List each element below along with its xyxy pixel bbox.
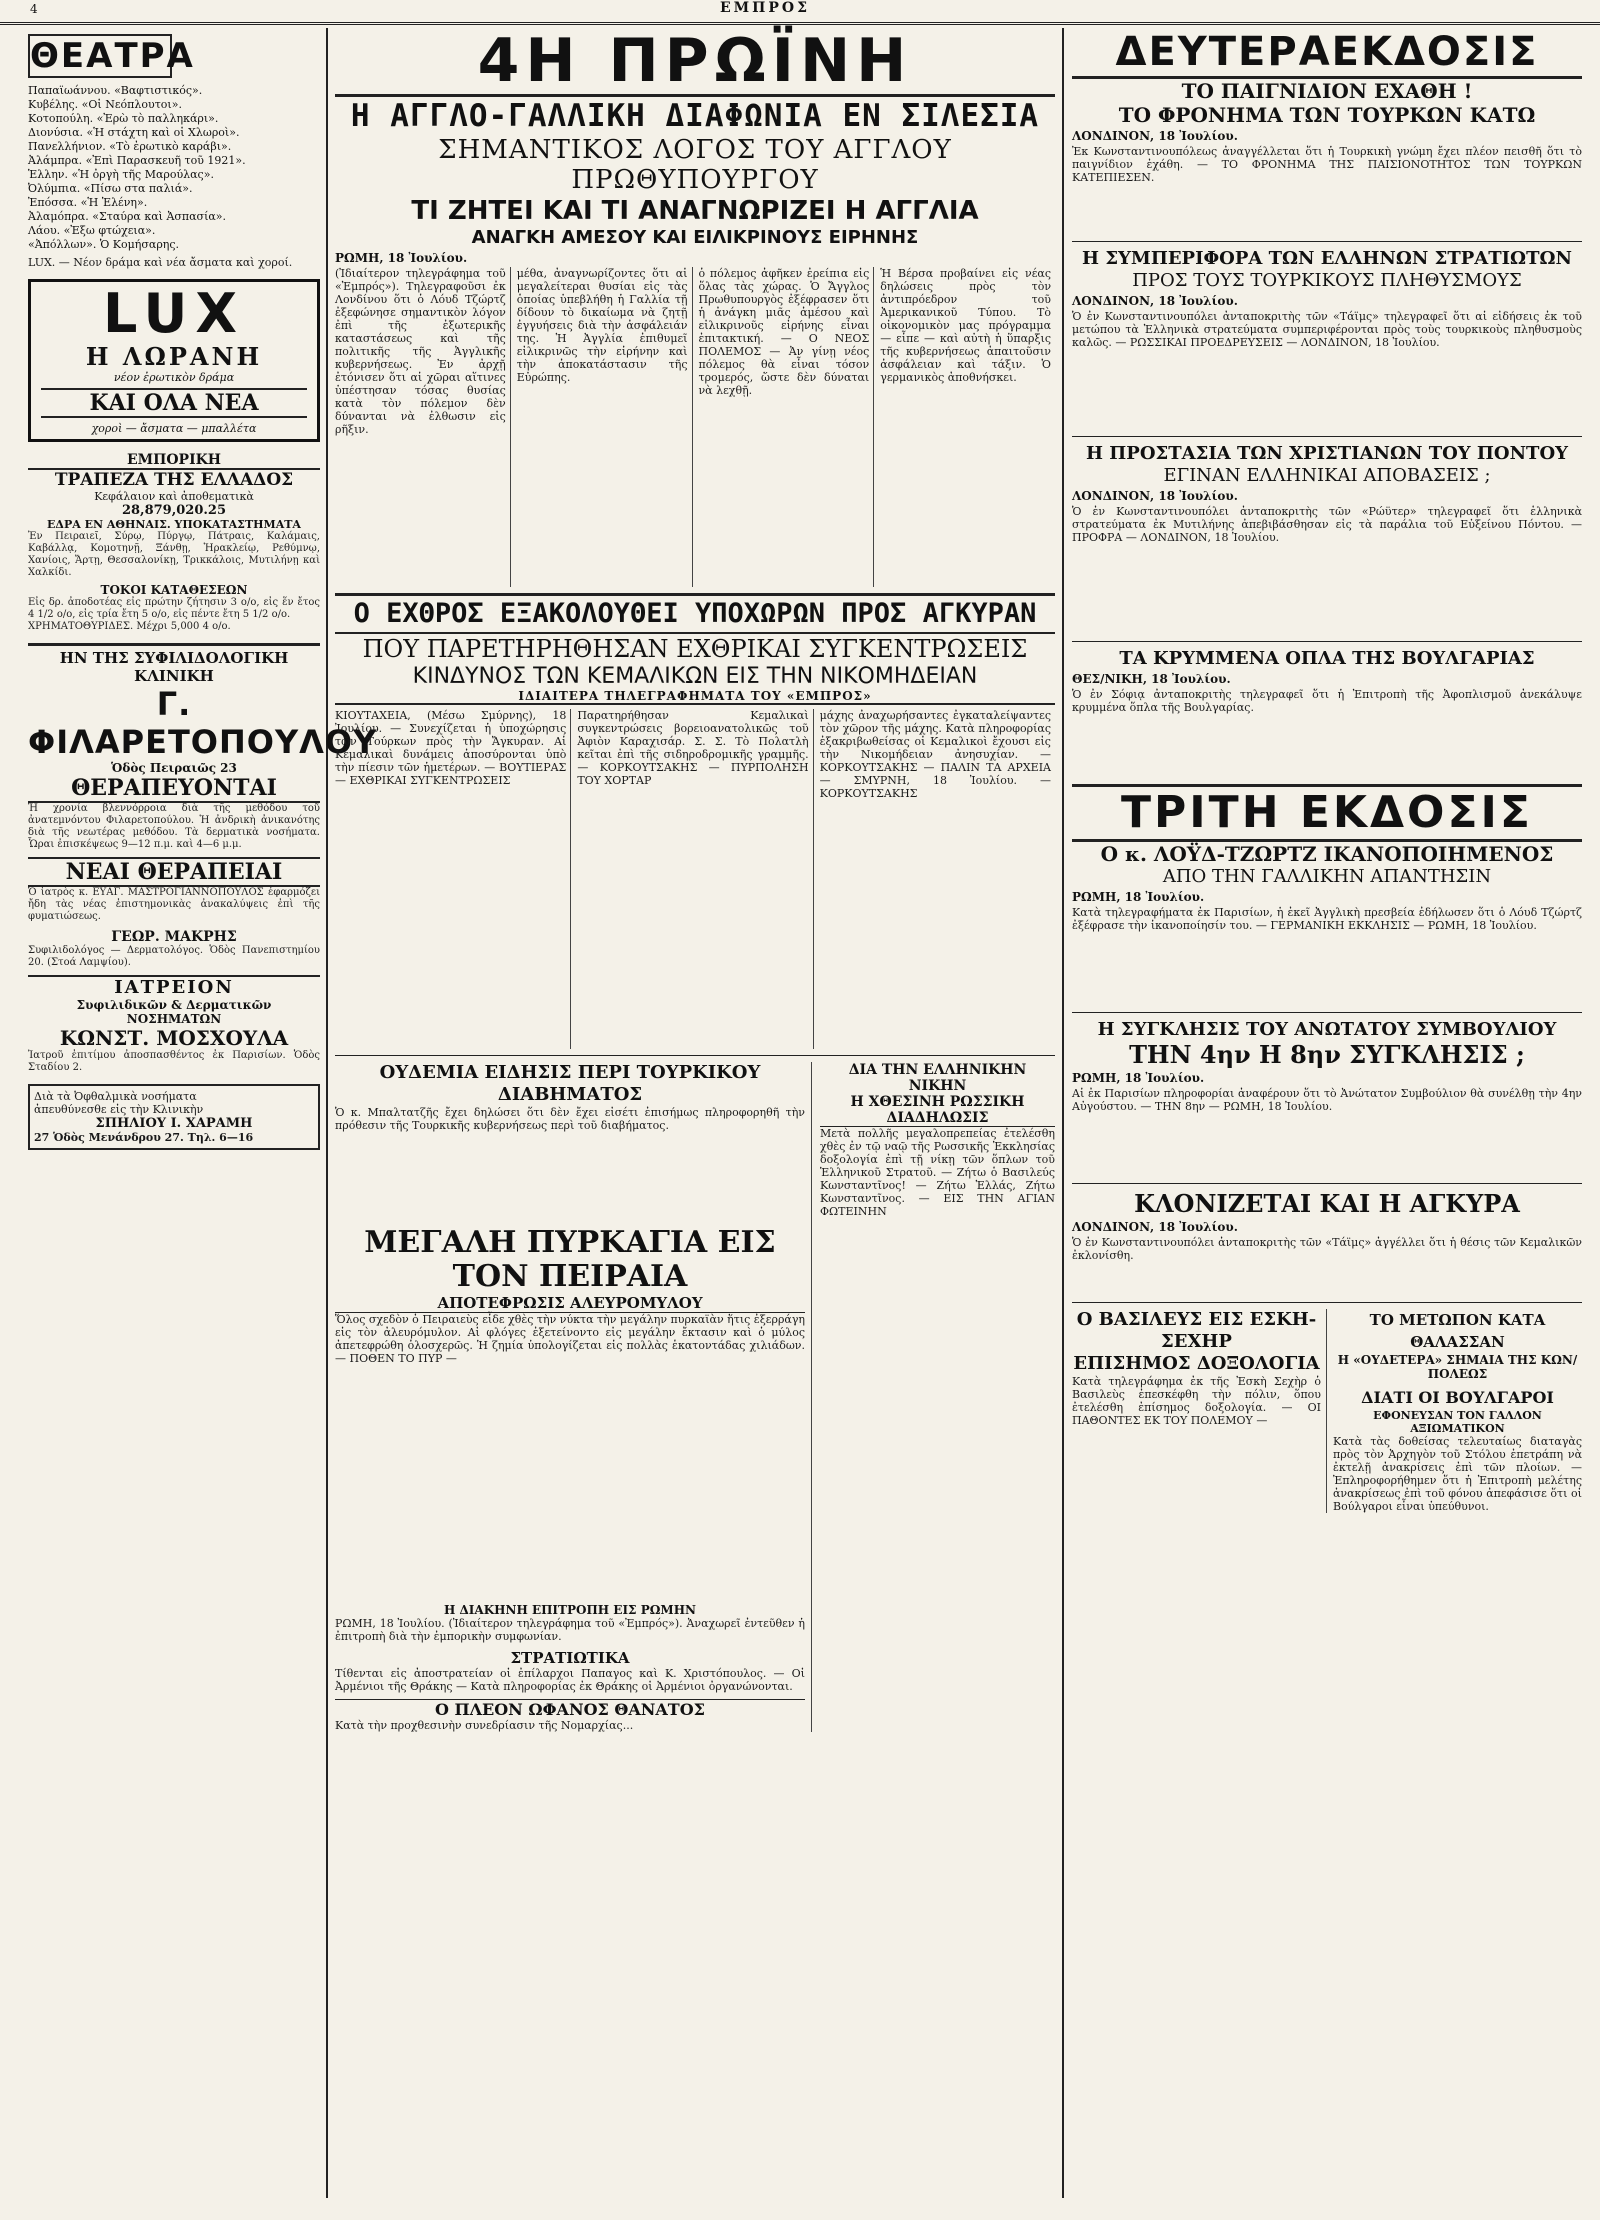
last-death-body: Κατὰ τὴν προχθεσινὴν συνεδρίασιν τῆς Νομαρχίας... <box>335 1719 634 1732</box>
ankara-headline: ΚΛΟΝΙΖΕΤΑΙ ΚΑΙ Η ΑΓΚΥΡΑ <box>1134 1189 1520 1218</box>
pontus-headline: Η ΠΡΟΣΤΑΣΙΑ ΤΩΝ ΧΡΙΣΤΙΑΝΩΝ ΤΟΥ ΠΟΝΤΟΥ <box>1086 443 1568 464</box>
newspaper-name: ΕΜΠΡΟΣ <box>720 0 811 16</box>
list-item: «Ἀπόλλων». Ὁ Κομήσαρης. <box>28 238 180 251</box>
lower-center-right <box>820 1062 1055 1732</box>
second-edition-title: ΔΕΥΤΕΡΑΕΚΔΟΣΙΣ <box>1072 28 1582 79</box>
list-item: Κυβέλης. «Οἱ Νεόπλουτοι». <box>28 98 182 111</box>
text-column: Ἡ Βέρσα προβαίνει εἰς νέας δηλώσεις πρὸς τὸν ἀντιπρόεδρον τοῦ Ἀμερικανικοῦ Τύπου. Τὸ οἰκονομικὸν μας πρόγραμμα — εἶπε — καὶ αὐτὴ ἡ ὕπαρξις τῆς κυβερνήσεως ἀπαιτοῦσιν ἀσφάλειαν καὶ τάξιν. Ὁ γερμανικὸς ἀποθνήσκει. <box>880 267 1051 384</box>
bank-note: ΧΡΗΜΑΤΟΘΥΡΙΔΕΣ. Μέχρι 5,000 4 ο/ο. <box>28 621 231 632</box>
lloyd-dateline: ΡΩΜΗ, 18 Ἰουλίου. <box>1072 890 1205 904</box>
divider <box>1072 641 1582 642</box>
game-dateline: ΛΟΝΔΙΝΟΝ, 18 Ἰουλίου. <box>1072 129 1238 143</box>
fire-sub: ΑΠΟΤΕΦΡΩΣΙΣ ΑΛΕΥΡΟΜΥΛΟΥ <box>335 1294 805 1313</box>
divider <box>1072 1183 1582 1184</box>
rome-delegation-body: ΡΩΜΗ, 18 Ἰουλίου. (Ἰδιαίτερον τηλεγράφημα τοῦ «Ἐμπρός»). Ἀναχωρεῖ ἐντεῦθεν ἡ ἐπιτροπὴ διὰ τὴν ἐμπορικὴν συμφωνίαν. <box>335 1617 805 1643</box>
iatreion-body: Ἰατροῦ ἐπιτίμου ἀποσπασθέντος ἐκ Παρισίων. Ὁδὸς Σταδίου 2. <box>28 1050 320 1073</box>
lux-subtitle: Η ΛΩΡΑΝΗ <box>85 342 263 371</box>
bank-branches: Ἐν Πειραιεῖ, Σύρῳ, Πύργῳ, Πάτραις, Καλάμαις, Καβάλλᾳ, Κομοτηνῇ, Ξάνθῃ, Ἡρακλείῳ, Ρεθύμνῳ, Χανίοις, Ἄρτῃ, Θεσσαλονίκῃ, Τρικκάλοις, Μυτιλήνῃ καὶ Χαλκίδι. <box>28 531 320 578</box>
conduct-headline: Η ΣΥΜΠΕΡΙΦΟΡΑ ΤΩΝ ΕΛΛΗΝΩΝ ΣΤΡΑΤΙΩΤΩΝ <box>1082 248 1572 269</box>
bulgars-subheadline: ΕΦΟΝΕΥΣΑΝ ΤΟΝ ΓΑΛΛΟΝ ΑΞΙΩΜΑΤΙΚΟΝ <box>1373 1409 1542 1435</box>
lower-center <box>335 1062 1055 1732</box>
straits-subheadline: Η «ΟΥΔΕΤΕΡΑ» ΣΗΜΑΙΑ ΤΗΣ ΚΩΝ/ΠΟΛΕΩΣ <box>1337 1353 1578 1381</box>
left-column <box>28 28 378 2198</box>
iatreion-sub: Συφιλιδικῶν & Δερματικῶν ΝΟΣΗΜΑΤΩΝ <box>76 998 272 1026</box>
lux-tag-2: χοροὶ — ἄσματα — μπαλλέτα <box>91 422 257 435</box>
bulgaria-body: Ὁ ἐν Σόφιᾳ ἀνταποκριτὴς τηλεγραφεῖ ὅτι ἡ Ἐπιτροπὴ τῆς Ἀφοπλισμοῦ ἀνεκάλυψε κρυμμένα ὅπλα τῆς Βουλγαρίας. <box>1072 688 1582 714</box>
text-column: ὁ πόλεμος ἀφῆκεν ἐρείπια εἰς ὅλας τὰς χώρας. Ὁ Ἄγγλος Πρωθυπουργὸς ἐξέφρασεν ὅτι ἡ ἀνάγκη μιᾶς ἀμέσου καὶ εἰλικρινοῦς εἰρήνης εἶναι ἐπιτακτική. — Ο ΝΕΟΣ ΠΟΛΕΜΟΣ — Ἀν γίνῃ νέος πόλεμος θὰ εἶναι τόσον τρομερός, ὥστε δὲν δύναται νὰ λεχθῇ. <box>699 267 875 587</box>
makris-body: Συφιλιδολόγος — Δερματολόγος. Ὁδὸς Πανεπιστημίου 20. (Στοά Λαμψίου). <box>28 945 320 968</box>
game-subheadline: ΤΟ ΦΡΟΝΗΜΑ ΤΩΝ ΤΟΥΡΚΩΝ ΚΑΤΩ <box>1118 103 1536 127</box>
list-item: Παπαϊωάννου. «Βαφτιστικός». <box>28 84 203 97</box>
edition-title: 4Η ΠΡΩΪΝΗ <box>335 28 1055 97</box>
greek-victory-sub: Η ΧΘΕΣΙΝΗ ΡΩΣΣΙΚΗ ΔΙΑΔΗΛΩΣΙΣ <box>820 1094 1055 1127</box>
greek-victory-body: Μετὰ πολλῆς μεγαλοπρεπείας ἐτελέσθη χθὲς ἐν τῷ ναῷ τῆς Ρωσσικῆς Ἐκκλησίας δοξολογία ἐπὶ τῇ νίκῃ τῶν ὅπλων τοῦ Ἑλληνικοῦ Στρατοῦ. — Ζήτω ὁ Βασιλεύς Κωνσταντῖνος! — Ζήτω Ἑλλάς, Ζήτω Κωνσταντῖνος. — ΕΙΣ ΤΗΝ ΑΓΙΑΝ ΦΩΤΕΙΝΗΝ <box>820 1127 1055 1218</box>
lux-title: LUX <box>103 282 245 345</box>
clinic-ad <box>28 643 378 851</box>
lloyd-headline: Ο κ. ΛΟΫΔ-ΤΖΩΡΤΖ ΙΚΑΝΟΠΟΙΗΜΕΝΟΣ <box>1100 842 1554 866</box>
retreat-deck: ΚΙΝΔΥΝΟΣ ΤΩΝ ΚΕΜΑΛΙΚΩΝ ΕΙΣ ΤΗΝ ΝΙΚΟΜΗΔΕΙΑΝ <box>412 664 978 689</box>
divider <box>1072 1302 1582 1303</box>
straits-headline: ΤΟ ΜΕΤΩΠΟΝ ΚΑΤΑ ΘΑΛΑΣΣΑΝ <box>1369 1311 1546 1351</box>
straits-article <box>1333 1309 1582 1513</box>
clinic-header: ΗΝ ΤΗΣ ΣΥΦΙΛΙΔΟΛΟΓΙΚΗ ΚΛΙΝΙΚΗ <box>28 643 320 685</box>
eye-clinic-ad <box>28 1084 320 1150</box>
council-subheadline: ΤΗΝ 4ην Η 8ην ΣΥΓΚΛΗΣΙΣ ; <box>1129 1040 1525 1069</box>
theatres-title: ΘΕΑΤΡΑ <box>30 36 195 76</box>
game-body: Ἐκ Κωνσταντινουπόλεως ἀναγγέλλεται ὅτι ἡ Τουρκικὴ γνώμη ἔχει πλέον πεισθῆ ὅτι τὸ παιγνίδιον ἐχάθη. — ΤΟ ΦΡΟΝΗΜΑ ΤΗΣ ΠΑΙΣΙΟΝΟΤΗΤΟΣ ΤΩΝ ΤΟΥΡΚΩΝ ΚΑΤΕΠΙΕΣΕΝ. <box>1072 145 1582 184</box>
pontus-dateline: ΛΟΝΔΙΝΟΝ, 18 Ἰουλίου. <box>1072 489 1238 503</box>
right-column <box>1062 28 1582 2198</box>
pontus-body: Ὁ ἐν Κωνσταντινουπόλει ἀνταποκριτὴς τῶν «Ρώϋτερ» τηλεγραφεῖ ὅτι ἑλληνικὰ στρατεύματα ἐκ Μυτιλήνης ἀπεβιβάσθησαν εἰς τὰ παράλια τοῦ Εὐξείνου Πόντου. — ΠΡΟΦΡΑ — ΛΟΝΔΙΝΟΝ, 18 Ἰουλίου. <box>1072 505 1582 544</box>
conduct-dateline: ΛΟΝΔΙΝΟΝ, 18 Ἰουλίου. <box>1072 294 1238 308</box>
eye-line-1: Διὰ τὰ Ὀφθαλμικὰ νοσήματα <box>34 1090 197 1103</box>
text-column: μάχης ἀναχωρήσαντες ἐγκαταλείψαντες τὸν χῶρον τῆς μάχης. Κατὰ πληροφορίας ἐξακριβωθείσας οἱ Κεμαλικοὶ ἔχουσι εἰς τὴν Νικομήδειαν ἀνησυχίαν. — ΚΟΡΚΟΥΤΣΑΚΗΣ — ΠΑΛΙΝ ΤΑ ΑΡΧΕΙΑ — ΣΜΥΡΝΗ, 18 Ἰουλίου. — ΚΟΡΚΟΥΤΣΑΚΗΣ <box>819 709 1051 800</box>
bulgaria-headline: ΤΑ ΚΡΥΜΜΕΝΑ ΟΠΛΑ ΤΗΣ ΒΟΥΛΓΑΡΙΑΣ <box>1119 648 1535 669</box>
text-column: (Ἰδιαίτερον τηλεγράφημα τοῦ «Ἐμπρός»). Τηλεγραφοῦσι ἐκ Λονδίνου ὅτι ὁ Λόυδ Τζώρτζ ἐξεφώνησε σημαντικὸν λόγον ἐπὶ τῆς ἐξωτερικῆς καταστάσεως καὶ τῆς πολιτικῆς τῆς Ἀγγλικῆς κυβερνήσεως. Ἐν ἀρχῇ ἐτόνισεν ὅτι αἱ χῶραι αἵτινες ὑπέστησαν τόσας θυσίας κατὰ τὸν πόλεμον δὲν δύνανται νὰ ἐλθωσιν εἰς ρῆξιν. <box>335 267 511 587</box>
bulgars-headline: ΔΙΑΤΙ ΟΙ ΒΟΥΛΓΑΡΟΙ <box>1361 1388 1554 1407</box>
lower-center-left <box>335 1062 812 1732</box>
king-headline: Ο ΒΑΣΙΛΕΥΣ ΕΙΣ ΕΣΚΗ-ΣΕΧΗΡ <box>1076 1309 1317 1352</box>
clinic-cure: ΘΕΡΑΠΕΥΟΝΤΑΙ <box>28 775 320 803</box>
divider <box>335 1055 1055 1056</box>
lloyd-subheadline: ΑΠΟ ΤΗΝ ΓΑΛΛΙΚΗΝ ΑΠΑΝΤΗΣΙΝ <box>1162 866 1492 887</box>
text-column: Παρατηρήθησαν Κεμαλικαὶ συγκεντρώσεις βορειοανατολικῶς τοῦ Ἀφιὸν Καραχισάρ. Σ. Σ. Τὸ Πολατλὴ κεῖται ἐπὶ τῆς σιδηροδρομικῆς γραμμῆς. — ΚΟΡΚΟΥΤΣΑΚΗΣ — ΠΥΡΠΟΛΗΣΗ ΤΟΥ ΧΟΡΤΑΡ <box>577 709 813 1049</box>
last-death-title: Ο ΠΛΕΟΝ ΩΦΑΝΟΣ ΘΑΝΑΤΟΣ <box>335 1699 805 1719</box>
makris-title: ΓΕΩΡ. ΜΑΚΡΗΣ <box>111 929 237 945</box>
bank-hq: ΕΔΡΑ ΕΝ ΑΘΗΝΑΙΣ. ΥΠΟΚΑΤΑΣΤΗΜΑΤΑ <box>47 518 301 531</box>
retreat-kicker: ΙΔΙΑΙΤΕΡΑ ΤΗΛΕΓΡΑΦΗΜΑΤΑ ΤΟΥ «ΕΜΠΡΟΣ» <box>335 689 1055 705</box>
no-news-body: Ὁ κ. Μπαλτατζῆς ἔχει δηλώσει ὅτι δὲν ἔχει εἰσέτι ἐπισήμως πληροφορηθῆ τὴν πρόθεσιν τῆς Τουρκικῆς κυβερνήσεως περὶ τοῦ διαβήματος. <box>335 1106 805 1132</box>
lead-dateline: ΡΩΜΗ, 18 Ἰουλίου. <box>335 251 468 265</box>
lead-deck-2: ΑΝΑΓΚΗ ΑΜΕΣΟΥ ΚΑΙ ΕΙΛΙΚΡΙΝΟΥΣ ΕΙΡΗΝΗΣ <box>471 227 919 248</box>
bank-capital: 28,879,020.25 <box>121 503 227 518</box>
lux-line: LUX. — Νέον δράμα καὶ νέα ἄσματα καὶ χοροί. <box>28 256 293 269</box>
clinic-address: Ὁδὸς Πειραιῶς 23 <box>111 761 237 775</box>
text-column: μέθα, ἀναγνωρίζοντες ὅτι αἱ μεγαλείτεραι θυσίαι εἰς τὰς ὁποίας ὑπεβλήθη ἡ Γαλλία τῇ δίδουν τὸ δικαίωμα νὰ ζητῇ ἐγγυήσεις διὰ τὴν ἀσφάλειάν της. Ἡ Ἀγγλία ἐπιθυμεῖ εἰλικρινῶς τὴν εἰρήνην καὶ τὴν ἀποκατάστασιν τῆς Εὐρώπης. <box>517 267 693 587</box>
council-headline: Η ΣΥΓΚΛΗΣΙΣ ΤΟΥ ΑΝΩΤΑΤΟΥ ΣΥΜΒΟΥΛΙΟΥ <box>1097 1019 1557 1040</box>
bank-capital-label: Κεφάλαιον καὶ ἀποθεματικὰ <box>94 490 254 503</box>
lux-news: ΚΑΙ ΟΛΑ ΝΕΑ <box>41 388 307 418</box>
clinic-name: Γ. ΦΙΛΑΡΕΤΟΠΟΥΛΟΥ <box>28 685 378 761</box>
divider <box>1072 1012 1582 1013</box>
list-item: Ἐπόσσα. «Ἡ Ἑλένη». <box>28 196 148 209</box>
conduct-body: Ὁ ἐν Κωνσταντινουπόλει ἀνταποκριτὴς τῶν «Τάϊμς» τηλεγραφεῖ ὅτι αἱ εἰδήσεις ἐκ τοῦ μετώπου τὰ Ἑλληνικὰ στρατεύματα συμπεριφέρονται πρὸς τοὺς τουρκικοὺς πληθυσμοὺς καλῶς. — ΡΩΣΣΙΚΑΙ ΠΡΟΕΔΡΕΥΣΕΙΣ — ΛΟΝΔΙΝΟΝ, 18 Ἰουλίου. <box>1072 310 1582 349</box>
ankara-body: Ὁ ἐν Κωνσταντινουπόλει ἀνταποκριτὴς τῶν «Τάϊμς» ἀγγέλλει ὅτι ἡ θέσις τῶν Κεμαλικῶν ἐκλονίσθη. <box>1072 1236 1582 1262</box>
game-headline: ΤΟ ΠΑΙΓΝΙΔΙΟΝ ΕΧΑΘΗ ! <box>1181 79 1473 103</box>
military-title: ΣΤΡΑΤΙΩΤΙΚΑ <box>510 1649 630 1667</box>
council-body: Αἱ ἐκ Παρισίων πληροφορίαι ἀναφέρουν ὅτι τὸ Ἀνώτατον Συμβούλιον θὰ συνέλθῃ τὴν 4ην Αὐγούστου. — ΤΗΝ 8ην — ΡΩΜΗ, 18 Ἰουλίου. <box>1072 1087 1582 1113</box>
bottom-right-split <box>1072 1309 1582 1513</box>
straits-body: Κατὰ τὰς δοθείσας τελευταίως διαταγὰς πρὸς τὸν Ἀρχηγὸν τοῦ Στόλου ἐπετράπη νὰ ἐκτελῇ ἀνακρίσεις ἐπὶ τῶν πλοίων. — Ἐπληροφορήθημεν ὅτι ἡ Ἐπιτροπὴ μελέτης ἀνακρίσεως ἐπὶ τοῦ φόνου ἀπεφάσισε ὅτι οἱ Βούλγαροι εἶναι ὑπεύθυνοι. <box>1333 1435 1582 1513</box>
king-article <box>1072 1309 1327 1513</box>
new-therapies-body: Ὁ ἰατρὸς κ. ΕΥΑΓ. ΜΑΣΤΡΟΓΙΑΝΝΟΠΟΥΛΟΣ ἐφαρμόζει ἤδη τὰς νέας ἐπιστημονικὰς ἀνακαλύψεις ἐπὶ τῆς φυματιώσεως. <box>28 887 320 922</box>
list-item: Κοτοπούλη. «Ἐρὼ τὸ παλληκάρι». <box>28 112 219 125</box>
lead-deck: ΤΙ ΖΗΤΕΙ ΚΑΙ ΤΙ ΑΝΑΓΝΩΡΙΖΕΙ Η ΑΓΓΛΙΑ <box>411 196 979 226</box>
center-column <box>335 28 1055 2198</box>
eye-line-2: ἀπευθύνεσθε εἰς τὴν Κλινικὴν <box>34 1103 204 1116</box>
fire-title: ΜΕΓΑΛΗ ΠΥΡΚΑΓΙΑ ΕΙΣ ΤΟΝ ΠΕΙΡΑΙΑ <box>364 1225 776 1294</box>
list-item: Λάου. «Ἐξω φτώχεια». <box>28 224 156 237</box>
list-item: Ὀλύμπια. «Πίσω στα παλιά». <box>28 182 193 195</box>
retreat-body <box>335 709 1055 1049</box>
lloyd-body: Κατὰ τηλεγραφήματα ἐκ Παρισίων, ἡ ἐκεῖ Ἀγγλικὴ πρεσβεία ἐδήλωσεν ὅτι ὁ Λόυδ Τζώρτζ ἐξέφρασε τὴν ἱκανοποίησίν του. — ΓΕΡΜΑΝΙΚΗ ΕΚΚΛΗΣΙΣ — ΡΩΜΗ, 18 Ἰουλίου. <box>1072 906 1582 932</box>
pontus-subheadline: ΕΓΙΝΑΝ ΕΛΛΗΝΙΚΑΙ ΑΠΟΒΑΣΕΙΣ ; <box>1163 465 1491 486</box>
bulgaria-dateline: ΘΕΣ/ΝΙΚΗ, 18 Ἰουλίου. <box>1072 672 1231 686</box>
bank-deposits: Εἰς δρ. ἀποδοτέας εἰς πρώτην ζήτησιν 3 ο/ο, εἰς ἕν ἔτος 4 1/2 ο/ο, εἰς τρία ἔτη 5 ο/ο, εἰς πέντε ἔτη 5 1/2 ο/ο. <box>28 597 320 620</box>
retreat-subheadline: ΠΟΥ ΠΑΡΕΤΗΡΗΘΗΣΑΝ ΕΧΘΡΙΚΑΙ ΣΥΓΚΕΝΤΡΩΣΕΙΣ <box>362 635 1028 663</box>
list-item: Ἑλλην. «Ἡ ὀργὴ τῆς Μαρούλας». <box>28 168 214 181</box>
iatreion-title: ΙΑΤΡΕΙΟΝ <box>28 975 320 998</box>
lead-headline: Η ΑΓΓΛΟ-ΓΑΛΛΙΚΗ ΔΙΑΦΩΝΙΑ ΕΝ ΣΙΛΕΣΙΑ <box>350 98 1040 134</box>
bank-ad <box>28 452 320 633</box>
bank-deposits-title: ΤΟΚΟΙ ΚΑΤΑΘΕΣΕΩΝ <box>100 583 248 597</box>
rome-delegation-title: Η ΔΙΑΚΗΝΗ ΕΠΙΤΡΟΠΗ ΕΙΣ ΡΩΜΗΝ <box>443 1603 697 1617</box>
third-edition-title: ΤΡΙΤΗ ΕΚΔΟΣΙΣ <box>1072 784 1582 842</box>
masthead <box>0 0 1600 25</box>
clinic-body: Ἡ χρονία βλεννόρροια διὰ τῆς μεθόδου τοῦ ἀνατεμνόντου Φιλαρετοπούλου. Ἡ ἀνδρικὴ ἀνικανότης διὰ τῆς νεωτέρας μεθόδου. Τὰ δερματικὰ νοσήματα. Ὧραι ἐπισκέψεως 9—12 π.μ. καὶ 4—6 μ.μ. <box>28 803 320 850</box>
retreat-headline: Ο ΕΧΘΡΟΣ ΕΞΑΚΟΛΟΥΘΕΙ ΥΠΟΧΩΡΩΝ ΠΡΟΣ ΑΓΚΥΡΑΝ <box>335 593 1055 634</box>
conduct-subheadline: ΠΡΟΣ ΤΟΥΣ ΤΟΥΡΚΙΚΟΥΣ ΠΛΗΘΥΣΜΟΥΣ <box>1132 270 1522 291</box>
eye-address: 27 Ὁδὸς Μενάνδρου 27. Τηλ. 6—16 <box>34 1131 254 1144</box>
text-column: ΚΙΟΥΤΑΧΕΙΑ, (Μέσω Σμύρνης), 18 Ἰουλίου. — Συνεχίζεται ἡ ὑποχώρησις τῶν Τούρκων πρὸς τὴν Ἄγκυραν. Αἱ Κεμαλικαὶ δυνάμεις ἀποσύρονται ὑπὸ τὴν πίεσιν τῶν ἡμετέρων. — ΒΟΥΤΙΕΡΑΣ — ΕΧΘΡΙΚΑΙ ΣΥΓΚΕΝΤΡΩΣΕΙΣ <box>335 709 571 1049</box>
ankara-dateline: ΛΟΝΔΙΝΟΝ, 18 Ἰουλίου. <box>1072 1220 1238 1234</box>
divider <box>1072 241 1582 242</box>
page-number: 4 <box>30 2 38 16</box>
list-item: Πανελλήνιον. «Τὸ ἐρωτικὸ καράβι». <box>28 140 232 153</box>
new-therapies-title: ΝΕΑΙ ΘΕΡΑΠΕΙΑΙ <box>28 857 320 887</box>
theatres-list <box>28 84 320 252</box>
council-dateline: ΡΩΜΗ, 18 Ἰουλίου. <box>1072 1071 1205 1085</box>
eye-name: ΣΠΗΛΙΟΥ Ι. ΧΑΡΑΜΗ <box>95 1116 253 1131</box>
fire-body: Ὅλος σχεδὸν ὁ Πειραιεὺς εἶδε χθὲς τὴν νύκτα τὴν μεγάλην πυρκαϊὰν ἥτις ἐξερράγη εἰς τὸν ἀλευρόμυλον. Αἱ φλόγες ἐξετείνοντο εἰς μεγάλην ἔκτασιν καὶ ὁ μύλος ἀπετεφρώθη ὁλοσχερῶς. Ἡ ζημία ὑπολογίζεται εἰς πολλὰς ἑκατοντάδας χιλιάδων. — ΠΟΘΕΝ ΤΟ ΠΥΡ — <box>335 1313 805 1365</box>
military-body: Τίθενται εἰς ἀποστρατείαν οἱ ἐπίλαρχοι Παπαγος καὶ Κ. Χριστόπουλος. — Οἱ Ἀρμένιοι τῆς Θράκης — Κατὰ πληροφορίας ἐκ Θράκης οἱ Ἀρμένιοι ὀργανώνονται. <box>335 1667 805 1693</box>
king-body: Κατὰ τηλεγράφημα ἐκ τῆς Ἐσκὴ Σεχὴρ ὁ Βασιλεὺς ἐπεσκέφθη τὴν πόλιν, ὅπου ἐτελέσθη ἐπίσημος δοξολογία. — ΟΙ ΠΑΘΟΝΤΕΣ ΕΚ ΤΟΥ ΠΟΛΕΜΟΥ — <box>1072 1375 1321 1427</box>
divider <box>1072 436 1582 437</box>
list-item: Ἀλάμπρα. «Ἐπὶ Παρασκευῆ τοῦ 1921». <box>28 154 246 167</box>
iatreion-name: ΚΩΝΣΤ. ΜΟΣΧΟΥΛΑ <box>59 1026 289 1050</box>
king-subheadline: ΕΠΙΣΗΜΟΣ ΔΟΞΟΛΟΓΙΑ <box>1073 1353 1320 1374</box>
lead-subheadline: ΣΗΜΑΝΤΙΚΟΣ ΛΟΓΟΣ ΤΟΥ ΑΓΓΛΟΥ ΠΡΩΘΥΠΟΥΡΓΟΥ <box>438 135 952 195</box>
greek-victory-title: ΔΙΑ ΤΗΝ ΕΛΛΗΝΙΚΗΝ ΝΙΚΗΝ <box>848 1062 1027 1094</box>
list-item: Διονύσια. «Ἡ στάχτη καὶ οἱ Χλωροὶ». <box>28 126 240 139</box>
no-news-title: ΟΥΔΕΜΙΑ ΕΙΔΗΣΙΣ ΠΕΡΙ ΤΟΥΡΚΙΚΟΥ ΔΙΑΒΗΜΑΤΟΣ <box>379 1062 761 1105</box>
lux-ad <box>28 279 320 442</box>
lux-tag: νέον ἐρωτικὸν δράμα <box>113 371 235 384</box>
bank-title: ΤΡΑΠΕΖΑ ΤΗΣ ΕΛΛΑΔΟΣ <box>28 468 320 490</box>
bank-pre: ΕΜΠΟΡΙΚΗ <box>126 452 222 468</box>
lead-body <box>335 267 1055 587</box>
list-item: Ἀλαμόπρα. «Σταύρα καὶ Ἀσπασία». <box>28 210 227 223</box>
